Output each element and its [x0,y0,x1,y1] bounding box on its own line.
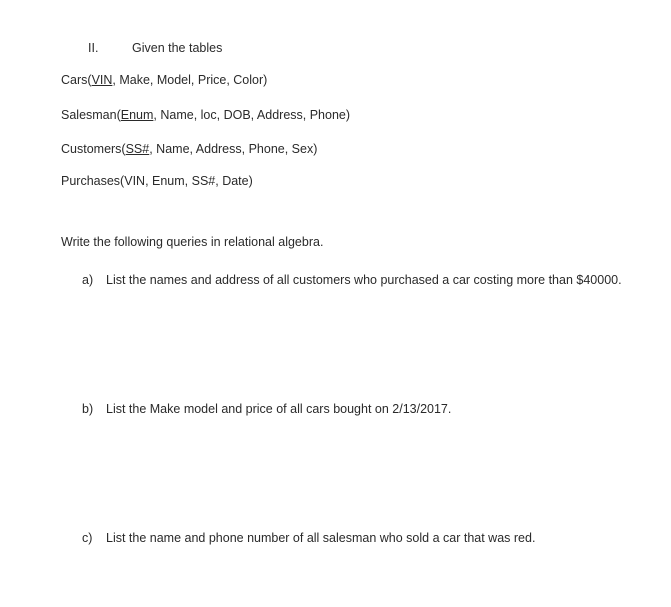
question-label-b: b) [82,402,94,416]
table-schema-purchases [61,173,253,189]
question-text-a: List the names and address of all customers who purchased a car costing more than $40000. [106,273,622,287]
table-name: Customers( [61,142,126,156]
table-name: Cars( [61,73,92,87]
table-name: Salesman( [61,108,121,122]
section-number: II. [88,41,99,55]
table-columns: , Name, Address, Phone, Sex) [149,142,318,156]
table-key: VIN [91,73,113,87]
table-schema-salesman [61,107,350,123]
question-label-a: a) [82,273,94,287]
table-key: Enum [120,108,154,122]
table-columns: , Name, loc, DOB, Address, Phone) [153,108,351,122]
table-columns: , Make, Model, Price, Color) [112,73,268,87]
question-text-c: List the name and phone number of all salesman who sold a car that was red. [106,531,536,545]
question-label-c: c) [82,531,93,545]
section-heading: Given the tables [132,41,223,55]
question-text-b: List the Make model and price of all cars bought on 2/13/2017. [106,402,452,416]
table-name: Purchases( [61,174,125,188]
table-columns: VIN, Enum, SS#, Date) [124,174,253,188]
instructions: Write the following queries in relational algebra. [61,235,324,249]
table-schema-cars [61,72,267,88]
table-schema-customers [61,141,317,157]
table-key: SS# [125,142,150,156]
